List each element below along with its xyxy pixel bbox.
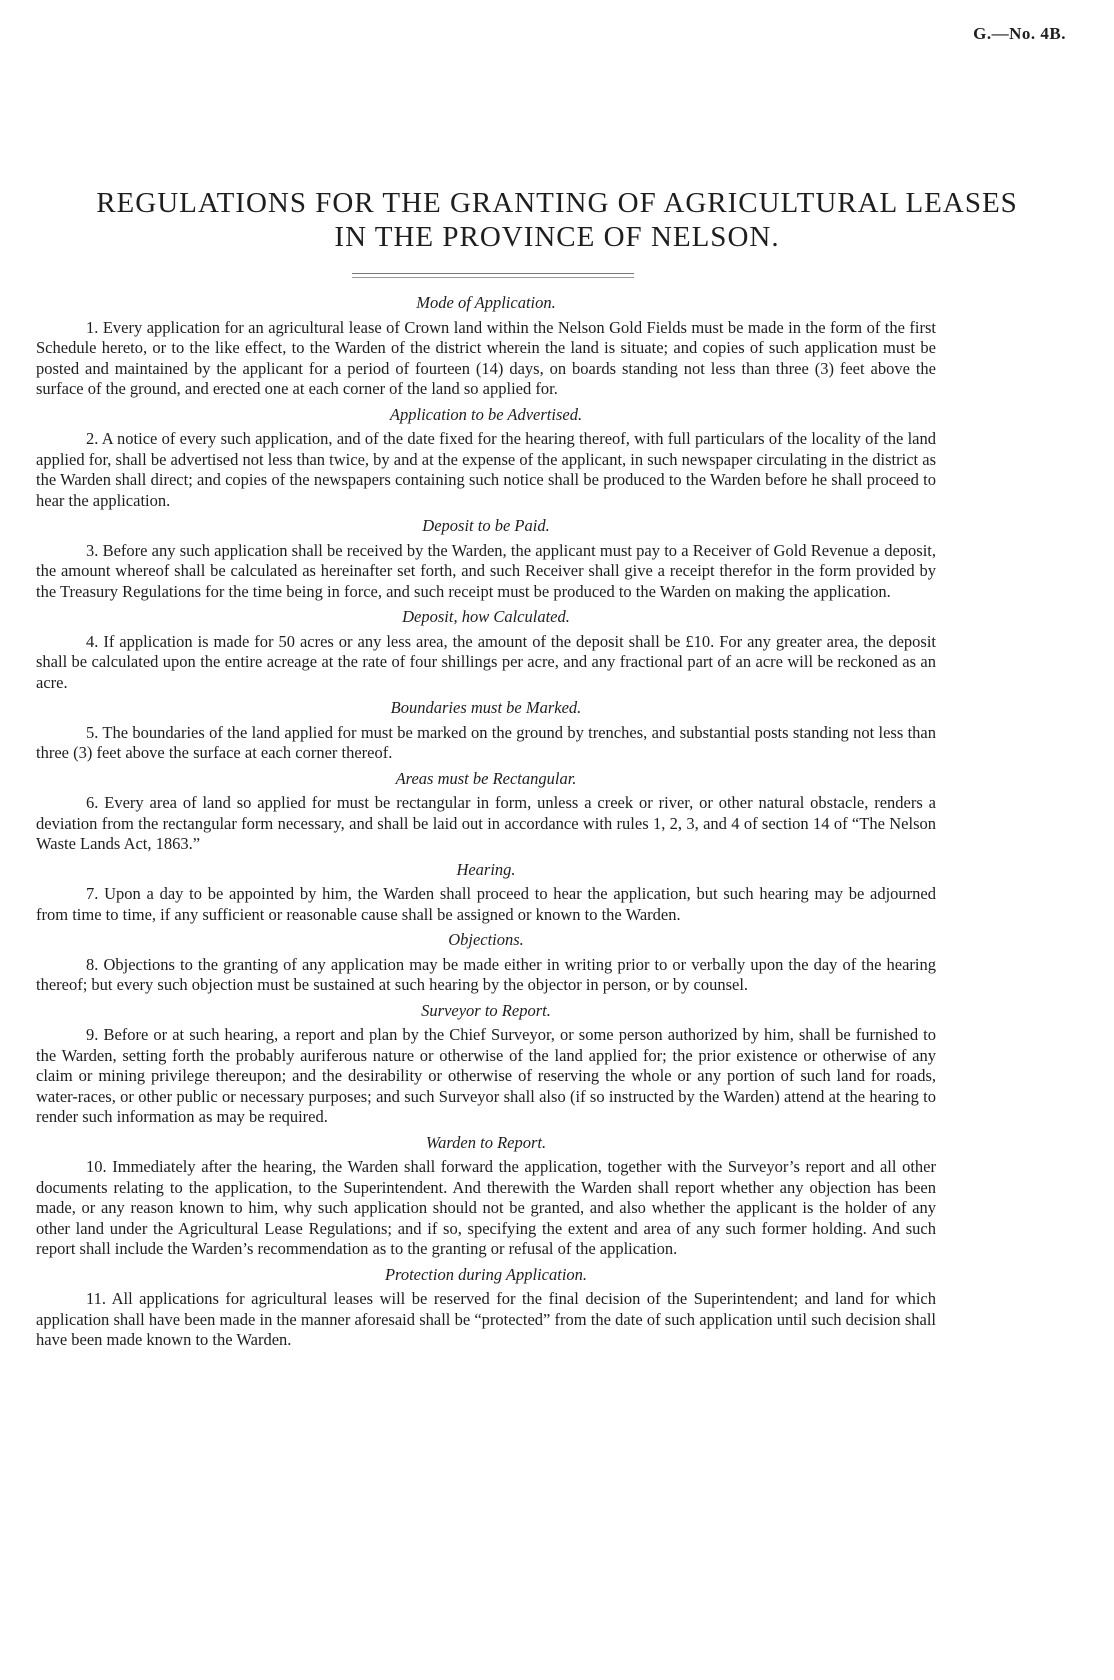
section-deposit-calculated bbox=[36, 602, 936, 693]
section-paragraph: 2. A notice of every such application, and of the date fixed for the hearing thereof, with full particulars of the locality of the land applied for, shall be advertised not less than twice, by and at the expense of the applicant, in such newspaper circulating in the district as the Warden shall direct; and copies of the newspapers containing such notice shall be produced to the Warden before he shall proceed to hear the application. bbox=[36, 429, 936, 510]
section-heading: Protection during Application. bbox=[384, 1264, 588, 1284]
section-paragraph: 7. Upon a day to be appointed by him, the Warden shall proceed to hear the application, but such hearing may be adjourned from time to time, if any sufficient or reasonable cause shall be assigned or known to the Warden. bbox=[36, 884, 936, 924]
title-line-1: REGULATIONS FOR THE GRANTING OF AGRICULTURAL LEASES bbox=[96, 187, 1018, 219]
section-heading: Deposit to be Paid. bbox=[422, 516, 550, 535]
section-paragraph: 11. All applications for agricultural leases will be reserved for the final decision of the Superintendent; and land for which application shall have been made in the manner aforesaid shall be “protected” from the date of such application until such decision shall have been made known to the Warden. bbox=[36, 1289, 936, 1349]
section-paragraph: 4. If application is made for 50 acres or any less area, the amount of the deposit shall be £10. For any greater area, the deposit shall be calculated upon the entire acreage at the rate of four shillings per acre, and any fractional part of an acre will be reckoned as an acre. bbox=[36, 631, 936, 692]
section-deposit-paid bbox=[36, 511, 936, 602]
section-paragraph: 8. Objections to the granting of any application may be made either in writing prior to or verbally upon the day of the hearing thereof; but every such objection must be sustained at such hearing by the objector in person, or by counsel. bbox=[36, 954, 936, 994]
section-heading: Objections. bbox=[448, 930, 524, 949]
section-areas-rectangular bbox=[36, 764, 936, 855]
section-heading: Hearing. bbox=[456, 859, 516, 879]
section-paragraph: 5. The boundaries of the land applied for must be marked on the ground by trenches, and substantial posts standing not less than three (3) feet above the surface at each corner thereof. bbox=[36, 722, 936, 762]
section-surveyor-report bbox=[36, 996, 936, 1128]
section-objections bbox=[36, 925, 936, 996]
section-heading: Application to be Advertised. bbox=[389, 404, 583, 424]
title-line-2: IN THE PROVINCE OF NELSON. bbox=[334, 221, 780, 253]
section-heading: Surveyor to Report. bbox=[421, 1000, 551, 1020]
section-warden-report bbox=[36, 1128, 936, 1260]
regulations-body bbox=[36, 293, 936, 1351]
section-boundaries-marked bbox=[36, 693, 936, 764]
section-protection-during-application bbox=[36, 1260, 936, 1351]
section-heading: Areas must be Rectangular. bbox=[395, 768, 577, 788]
section-application-advertised bbox=[36, 400, 936, 512]
section-heading: Warden to Report. bbox=[425, 1132, 547, 1152]
title-divider bbox=[352, 273, 634, 278]
section-paragraph: 10. Immediately after the hearing, the Warden shall forward the application, together with the Surveyor’s report and all other documents relating to the application, to the Superintendent. And therewith the Warden shall report whether any objection has been made, or any reason known to him, why such application should not be granted, and also whether the applicant is the holder of any other land under the Agricultural Lease Regulations; and if so, specifying the extent and area of any such former holding. And such report shall include the Warden’s recommendation as to the granting or refusal of the application. bbox=[36, 1157, 936, 1258]
section-paragraph: 6. Every area of land so applied for must be rectangular in form, unless a creek or river, or other natural obstacle, renders a deviation from the rectangular form necessary, and shall be laid out in accordance with rules 1, 2, 3, and 4 of section 14 of “The Nelson Waste Lands Act, 1863.” bbox=[36, 793, 936, 853]
section-paragraph: 9. Before or at such hearing, a report and plan by the Chief Surveyor, or some person authorized by him, shall be furnished to the Warden, setting forth the probably auriferous nature or otherwise of the land applied for; the prior existence or otherwise of any claim or mining privilege thereupon; and the desirability or otherwise of reserving the whole or any portion of such land for roads, water-races, or other public or necessary purposes; and such Surveyor shall also (if so instructed by the Warden) attend at the hearing to render such information as may be required. bbox=[36, 1025, 936, 1126]
section-heading: Deposit, how Calculated. bbox=[402, 607, 570, 626]
section-paragraph: 3. Before any such application shall be received by the Warden, the applicant must pay to a Receiver of Gold Revenue a deposit, the amount whereof shall be calculated as hereinafter set forth, and such Receiver shall give a receipt therefor in the form provided by the Treasury Regulations for the time being in force, and such receipt must be produced to the Warden on making the application. bbox=[36, 540, 936, 601]
page-reference: G.—No. 4B. bbox=[973, 24, 1066, 43]
section-heading: Boundaries must be Marked. bbox=[390, 698, 582, 717]
section-hearing bbox=[36, 855, 936, 926]
section-mode-of-application bbox=[36, 293, 936, 400]
section-heading: Mode of Application. bbox=[416, 293, 556, 312]
document-title bbox=[0, 186, 1114, 254]
section-paragraph: 1. Every application for an agricultural lease of Crown land within the Nelson Gold Fields must be made in the form of the first Schedule hereto, or to the like effect, to the Warden of the district wherein the land is situate; and copies of such application must be posted and maintained by the applicant for a period of fourteen (14) days, on boards standing not less than three (3) feet above the surface of the ground, and erected one at each corner of the land so applied for. bbox=[36, 317, 936, 398]
